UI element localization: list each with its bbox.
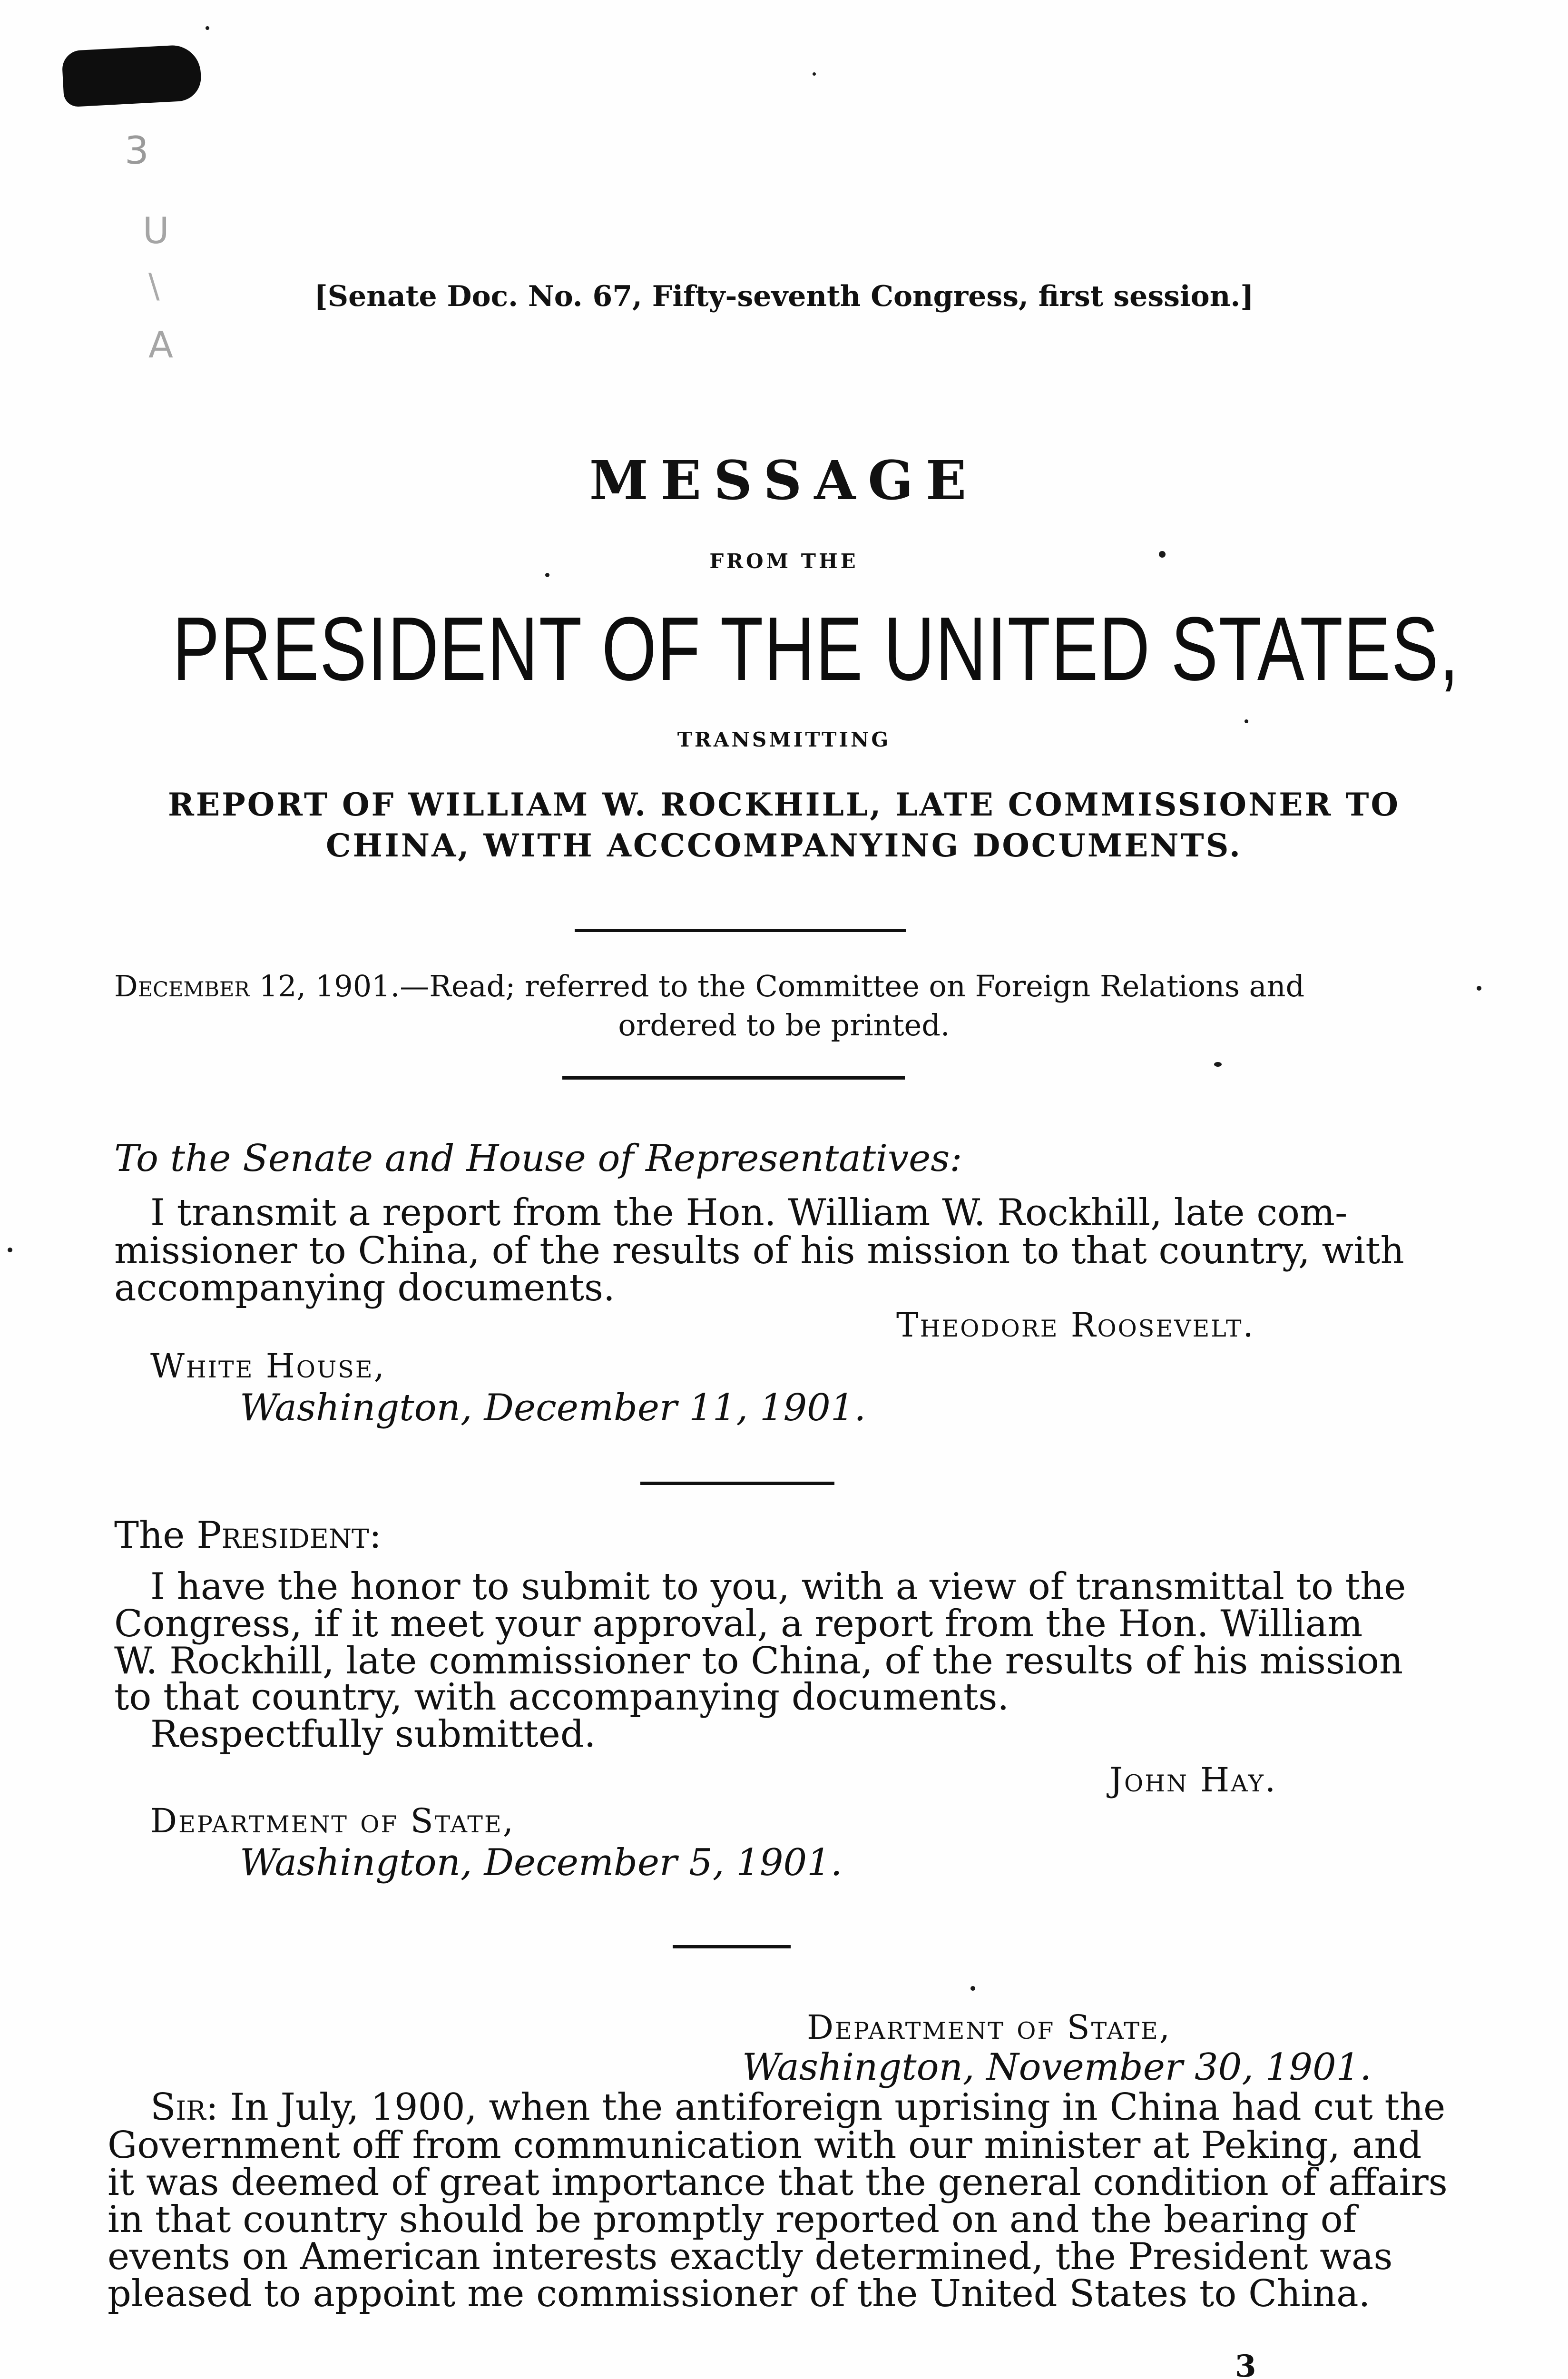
salutation: To the Senate and House of Representatives: xyxy=(114,1137,962,1180)
report-title-line-2: CHINA, WITH ACCCOMPANYING DOCUMENTS. xyxy=(326,827,1242,864)
divider xyxy=(640,1482,834,1485)
body-line: to that country, with accompanying documents. xyxy=(114,1676,1009,1719)
referral-text: 12, 1901.—Read; referred to the Committee on Foreign Relations and xyxy=(259,969,1305,1003)
body-line: in that country should be promptly reported on and the bearing of xyxy=(108,2198,1357,2241)
margin-note: A xyxy=(148,324,173,366)
ink-blot xyxy=(61,44,202,107)
body-line: accompanying documents. xyxy=(114,1267,615,1309)
body-line: Congress, if it meet your approval, a report from the Hon. William xyxy=(114,1602,1363,1645)
document-reference: [Senate Doc. No. 67, Fifty-seventh Congress, first session.] xyxy=(314,280,1254,313)
body-line: W. Rockhill, late commissioner to China, of the results of his mission xyxy=(114,1640,1403,1682)
referral-line-1 xyxy=(114,969,1304,1003)
body-line: it was deemed of great importance that the general condition of affairs xyxy=(108,2161,1448,2204)
divider xyxy=(673,1945,791,1948)
body-line: events on American interests exactly determined, the President was xyxy=(108,2235,1393,2278)
place: Department of State, xyxy=(150,1801,515,1840)
president-title: PRESIDENT OF THE UNITED STATES, xyxy=(172,599,1460,699)
dateline: Washington, December 5, 1901. xyxy=(240,1841,843,1884)
scan-speck xyxy=(8,1248,12,1252)
margin-note: U xyxy=(143,209,169,252)
margin-note: \ xyxy=(148,266,160,305)
place: Department of State, xyxy=(807,2008,1172,2047)
body-line: Government off from communication with our minister at Peking, and xyxy=(108,2124,1422,2167)
referral-line-2: ordered to be printed. xyxy=(618,1008,950,1042)
page-number: 3 xyxy=(1235,2349,1256,2379)
body-line-first xyxy=(150,2086,1445,2129)
message-heading: MESSAGE xyxy=(589,450,979,512)
from-the-label: FROM THE xyxy=(709,550,859,573)
transmitting-label: TRANSMITTING xyxy=(677,728,891,751)
scan-speck xyxy=(970,1986,975,1991)
dateline: Washington, December 11, 1901. xyxy=(240,1386,866,1429)
scan-speck xyxy=(1245,719,1248,723)
salutation-prefix: The xyxy=(114,1514,185,1557)
divider xyxy=(575,929,906,932)
place: White House, xyxy=(150,1347,386,1386)
body-line: missioner to China, of the results of his mission to that country, with xyxy=(114,1229,1404,1272)
body-line: pleased to appoint me commissioner of the United States to China. xyxy=(108,2272,1371,2315)
scan-speck xyxy=(206,26,209,30)
closing: Respectfully submitted. xyxy=(150,1713,596,1756)
body-line: I have the honor to submit to you, with a view of transmittal to the xyxy=(150,1565,1406,1608)
scan-speck xyxy=(545,573,549,577)
referral-month: December xyxy=(114,969,250,1003)
salutation-name: President: xyxy=(196,1514,382,1557)
scan-speck xyxy=(1214,1062,1222,1067)
salutation: Sir: xyxy=(150,2086,218,2129)
report-title-line-1: REPORT OF WILLIAM W. ROCKHILL, LATE COMMISSIONER TO xyxy=(167,786,1401,823)
divider xyxy=(562,1076,905,1080)
scan-speck xyxy=(1477,986,1481,991)
body-text: In July, 1900, when the antiforeign uprising in China had cut the xyxy=(230,2086,1446,2129)
dateline: Washington, November 30, 1901. xyxy=(742,2046,1372,2089)
body-line: I transmit a report from the Hon. William W. Rockhill, late com- xyxy=(150,1191,1348,1234)
margin-note: 3 xyxy=(125,128,149,173)
scan-speck xyxy=(813,72,816,76)
signature: Theodore Roosevelt. xyxy=(896,1306,1255,1345)
signature: John Hay. xyxy=(1109,1760,1277,1799)
salutation xyxy=(114,1514,382,1557)
